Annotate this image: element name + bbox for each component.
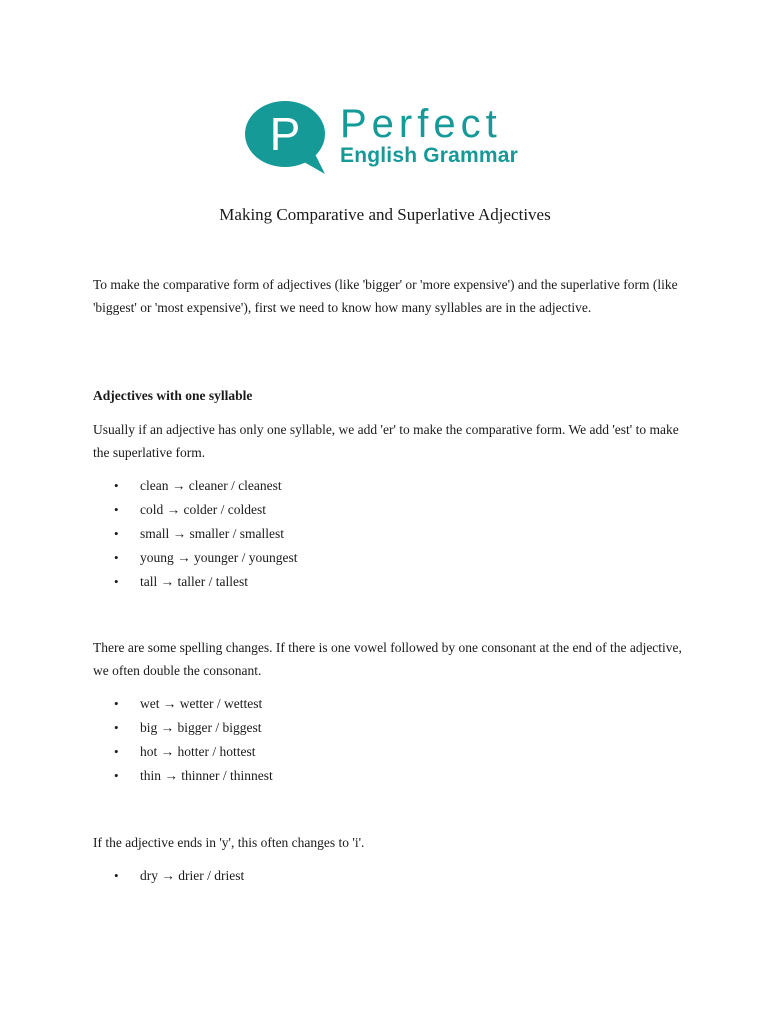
y-to-i-examples-list <box>93 864 244 888</box>
one-syllable-examples-list <box>93 474 298 594</box>
logo-letter: P <box>269 108 301 160</box>
list-item: • wet → wetter / wettest <box>93 692 273 716</box>
page-title: Making Comparative and Superlative Adjectives <box>219 205 551 224</box>
list-item: • young → younger / youngest <box>93 546 298 570</box>
speech-bubble-logo-icon <box>245 100 331 176</box>
list-item: • thin → thinner / thinnest <box>93 764 273 788</box>
logo-wordmark-perfect: Perfect <box>340 102 502 146</box>
y-to-i-paragraph: If the adjective ends in 'y', this often changes to 'i'. <box>93 835 365 850</box>
list-item: • cold → colder / coldest <box>93 498 298 522</box>
perfect-english-grammar-logo <box>245 100 535 176</box>
logo-wordmark-english-grammar: English Grammar <box>340 144 519 167</box>
list-item: • clean → cleaner / cleanest <box>93 474 298 498</box>
list-item: • hot → hotter / hottest <box>93 740 273 764</box>
spelling-changes-paragraph: There are some spelling changes. If there is one vowel followed by one consonant at the end of the adjective, we often double the consonant. <box>93 640 682 678</box>
section-heading-one-syllable: Adjectives with one syllable <box>93 388 253 403</box>
list-item: • dry → drier / driest <box>93 864 244 888</box>
list-item: • big → bigger / biggest <box>93 716 273 740</box>
double-consonant-examples-list <box>93 692 273 788</box>
one-syllable-paragraph: Usually if an adjective has only one syllable, we add 'er' to make the comparative form. We add 'est' to make the superlative form. <box>93 422 679 460</box>
list-item: • tall → taller / tallest <box>93 570 298 594</box>
intro-paragraph: To make the comparative form of adjectives (like 'bigger' or 'more expensive') and the superlative form (like 'biggest' or 'most expensive'), first we need to know how many syllables are in the adjective. <box>93 277 678 315</box>
list-item: • small → smaller / smallest <box>93 522 298 546</box>
